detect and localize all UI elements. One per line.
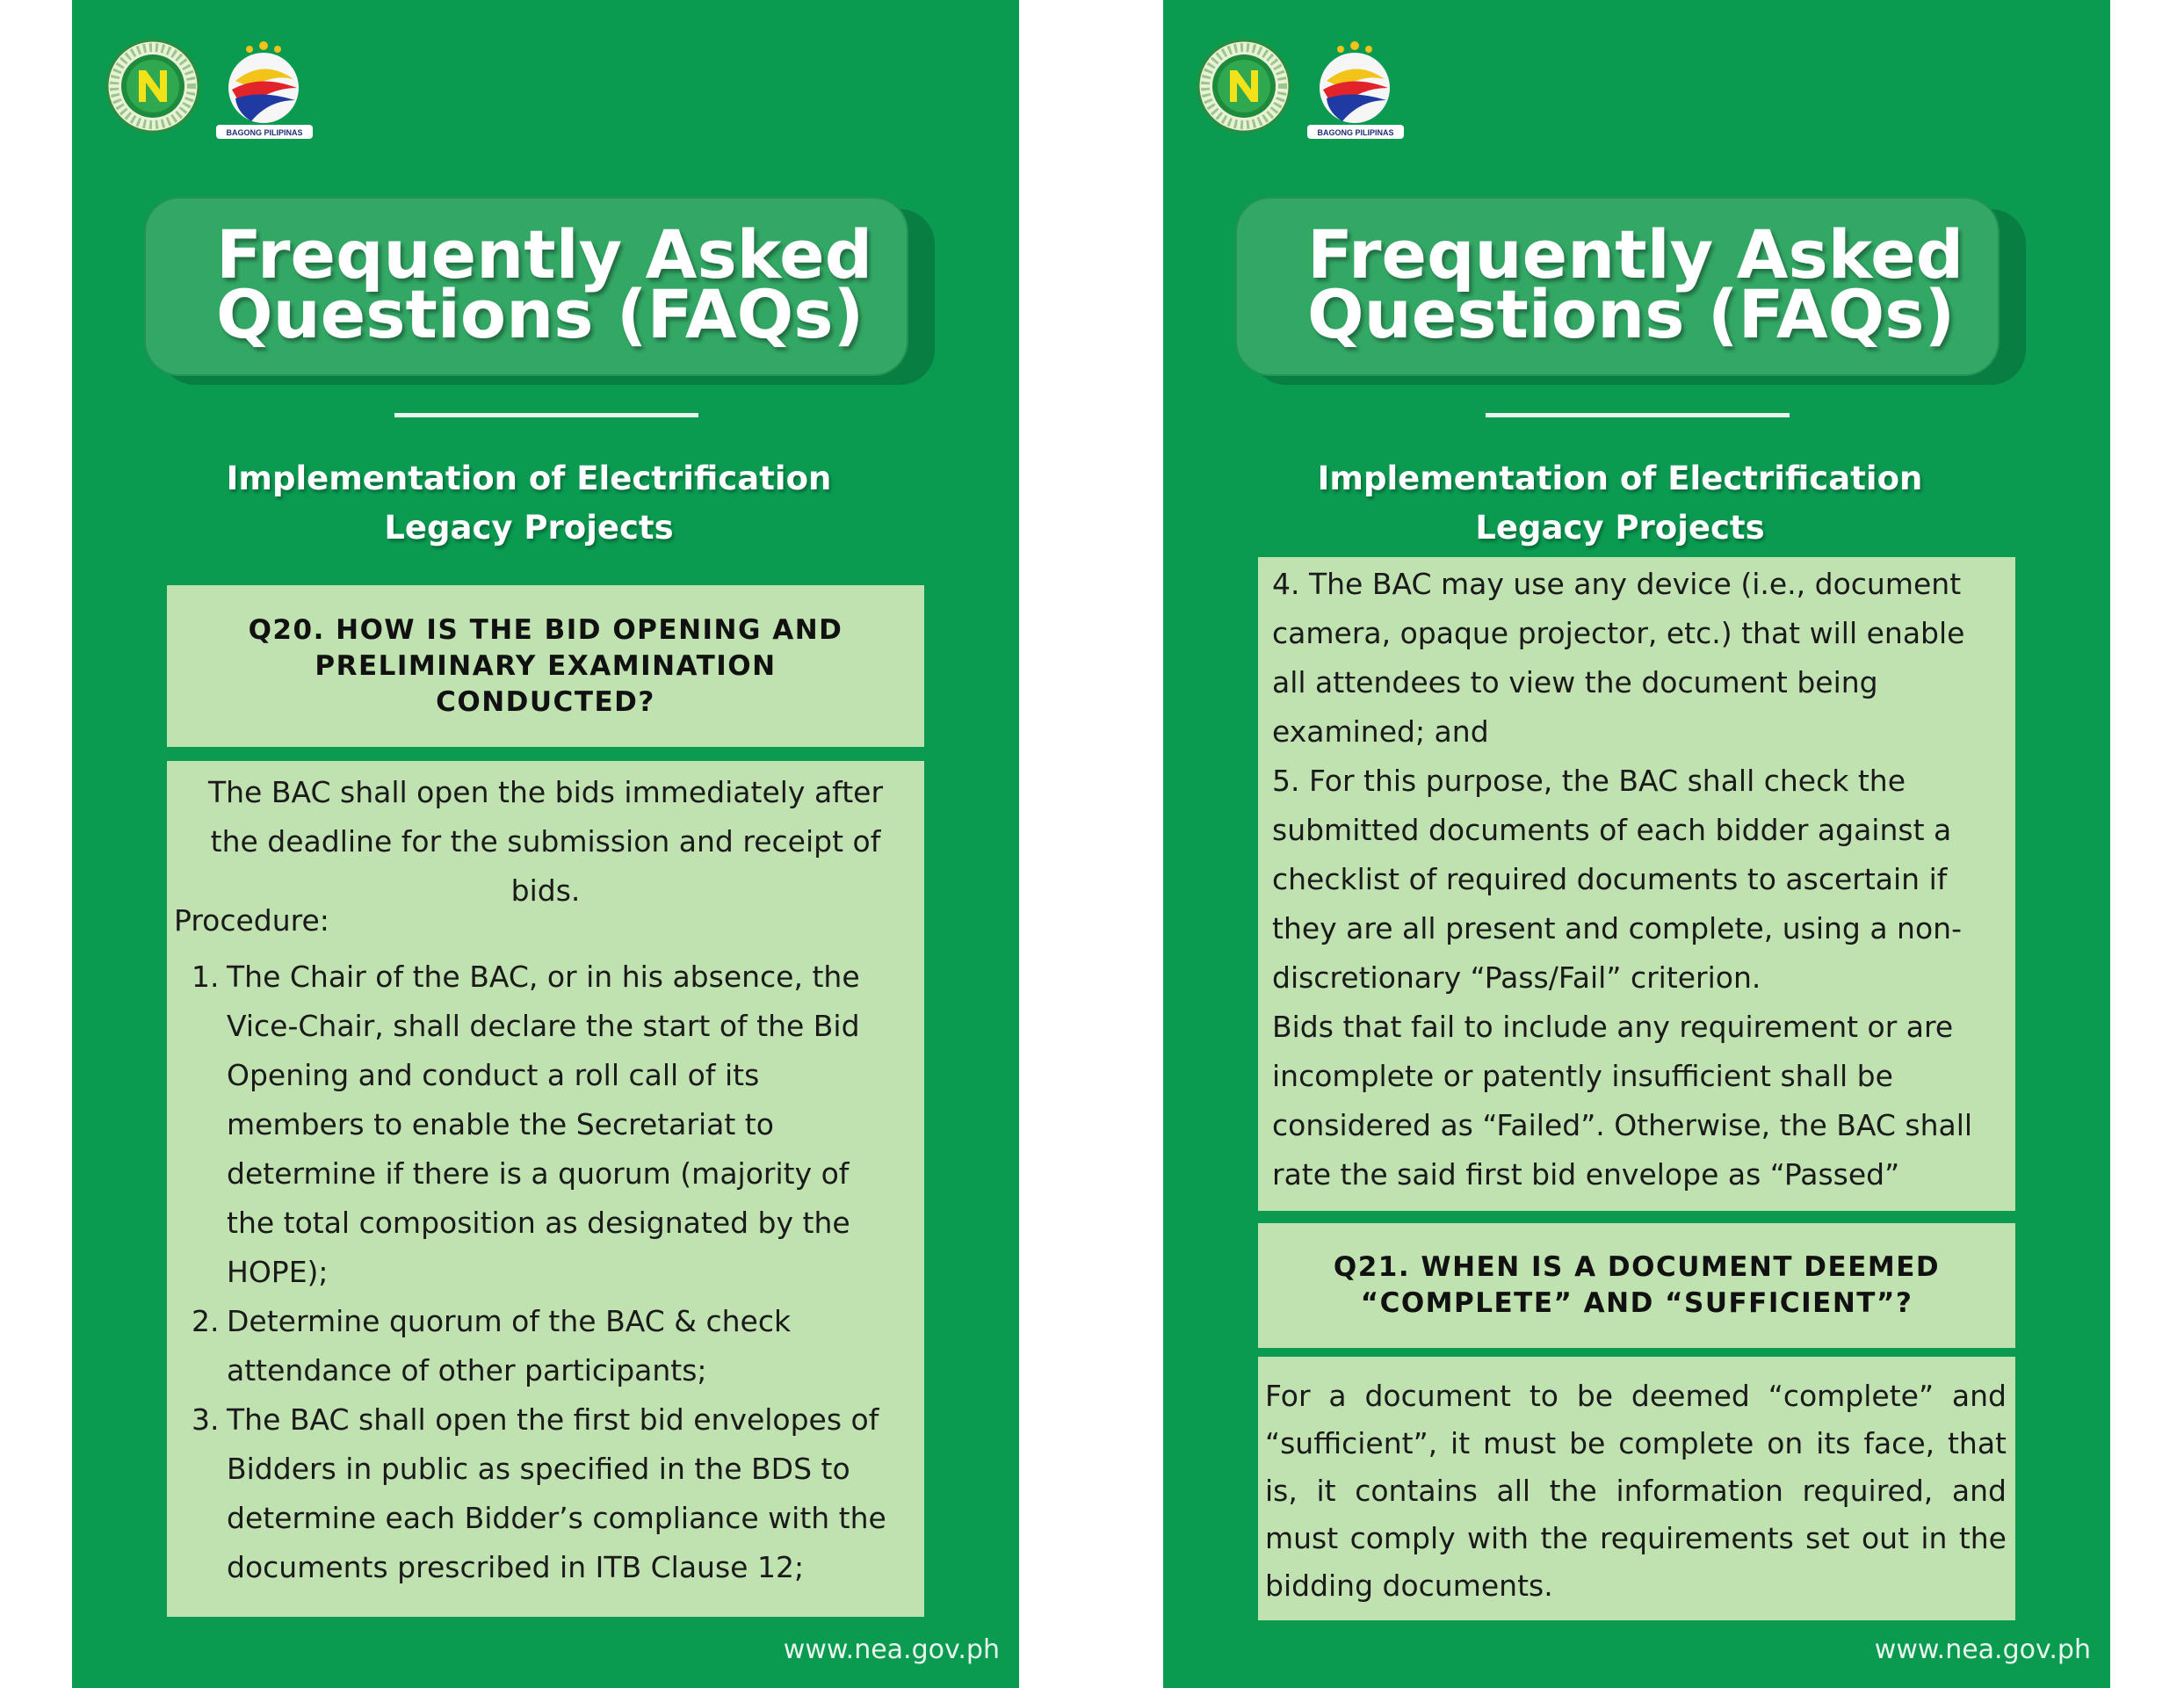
subtitle-line-1: Implementation of Electrification bbox=[1317, 460, 1923, 497]
answer-line: 5. For this purpose, the BAC shall check the bbox=[1272, 764, 1906, 798]
answer-box-q21 bbox=[1258, 1357, 2015, 1620]
step-line: determine each Bidder’s compliance with the bbox=[227, 1501, 886, 1535]
bagong-pilipinas-logo bbox=[1302, 35, 1409, 142]
bagong-pilipinas-label: BAGONG PILIPINAS bbox=[226, 128, 303, 137]
step-line: determine if there is a quorum (majority of bbox=[227, 1156, 850, 1191]
page-subtitle bbox=[160, 454, 898, 553]
step-line: members to enable the Secretariat to bbox=[227, 1107, 774, 1141]
answer-line: all attendees to view the document being bbox=[1272, 665, 1878, 699]
nea-logo-icon bbox=[1197, 39, 1291, 134]
continued-answer-text bbox=[1272, 560, 2010, 1199]
procedure-step bbox=[192, 1297, 912, 1395]
bagong-pilipinas-label: BAGONG PILIPINAS bbox=[1317, 128, 1394, 137]
question-line-1: Q21. WHEN IS A DOCUMENT DEEMED bbox=[1333, 1251, 1941, 1283]
step-number: 3. bbox=[192, 1402, 220, 1437]
question-line-2: “COMPLETE” AND “SUFFICIENT”? bbox=[1360, 1287, 1913, 1319]
answer-text: For a document to be deemed “complete” and “sufficient”, it must be complete on its face, that is, it contains all the information required, and must comply with the requirements set out in the bidding documents. bbox=[1265, 1379, 2007, 1603]
title-divider bbox=[394, 413, 698, 417]
step-number: 1. bbox=[192, 960, 220, 994]
title-box bbox=[144, 197, 908, 376]
step-line: The BAC shall open the first bid envelopes of bbox=[227, 1402, 879, 1437]
subtitle-line-2: Legacy Projects bbox=[384, 509, 674, 547]
answer-intro bbox=[186, 768, 905, 916]
answer-line: incomplete or patently insufficient shall be bbox=[1272, 1059, 1893, 1093]
nea-logo-icon bbox=[105, 39, 200, 134]
procedure-step bbox=[192, 953, 912, 1297]
procedure-list bbox=[192, 953, 912, 1592]
logo-group bbox=[1197, 35, 1425, 142]
faq-page-left bbox=[72, 0, 1019, 1688]
answer-line: examined; and bbox=[1272, 714, 1489, 749]
website-footer: www.nea.gov.ph bbox=[1874, 1634, 2091, 1665]
procedure-label: Procedure: bbox=[174, 903, 329, 938]
question-box-q21 bbox=[1258, 1223, 2015, 1348]
title-line-1: Frequently Asked bbox=[216, 215, 873, 293]
title-box bbox=[1235, 197, 2000, 376]
answer-line: submitted documents of each bidder against a bbox=[1272, 813, 1952, 847]
title-line-2: Questions (FAQs) bbox=[1307, 275, 1956, 353]
answer-line: checklist of required documents to ascertain if bbox=[1272, 862, 1948, 896]
page-subtitle bbox=[1251, 454, 1989, 553]
step-number: 2. bbox=[192, 1304, 220, 1338]
title-line-1: Frequently Asked bbox=[1307, 215, 1964, 293]
answer-line: rate the said first bid envelope as “Passed” bbox=[1272, 1157, 1900, 1192]
step-line: attendance of other participants; bbox=[227, 1353, 707, 1387]
question-line-3: CONDUCTED? bbox=[436, 685, 655, 718]
logo-group bbox=[105, 35, 334, 142]
answer-box-q20-continued bbox=[1258, 557, 2015, 1211]
question-line-1: Q20. HOW IS THE BID OPENING AND bbox=[248, 613, 843, 646]
answer-line: considered as “Failed”. Otherwise, the BAC shall bbox=[1272, 1108, 1973, 1142]
step-line: Opening and conduct a roll call of its bbox=[227, 1058, 760, 1092]
question-text bbox=[249, 612, 843, 721]
answer-line: they are all present and complete, using a non- bbox=[1272, 911, 1962, 945]
answer-line: camera, opaque projector, etc.) that will enable bbox=[1272, 616, 1965, 650]
page-title bbox=[1307, 215, 1980, 353]
question-box-q20 bbox=[167, 585, 924, 747]
title-divider bbox=[1486, 413, 1790, 417]
title-line-2: Questions (FAQs) bbox=[216, 275, 864, 353]
intro-line-2: the deadline for the submission and receipt of bbox=[210, 824, 881, 858]
step-line: Vice-Chair, shall declare the start of the Bid bbox=[227, 1009, 860, 1043]
step-line: documents prescribed in ITB Clause 12; bbox=[227, 1550, 805, 1584]
intro-line-1: The BAC shall open the bids immediately after bbox=[207, 775, 884, 809]
intro-line-3: bids. bbox=[510, 873, 581, 908]
website-footer: www.nea.gov.ph bbox=[783, 1634, 1000, 1665]
subtitle-line-1: Implementation of Electrification bbox=[226, 460, 832, 497]
procedure-step bbox=[192, 1395, 912, 1592]
answer-line: 4. The BAC may use any device (i.e., document bbox=[1272, 567, 1962, 601]
step-line: Determine quorum of the BAC & check bbox=[227, 1304, 792, 1338]
step-line: HOPE); bbox=[227, 1255, 329, 1289]
answer-line: Bids that fail to include any requirement or are bbox=[1272, 1010, 1954, 1044]
answer-line: discretionary “Pass/Fail” criterion. bbox=[1272, 960, 1761, 995]
step-line: Bidders in public as specified in the BDS to bbox=[227, 1452, 850, 1486]
page-title bbox=[216, 215, 889, 353]
faq-page-right bbox=[1163, 0, 2110, 1688]
step-line: the total composition as designated by the bbox=[227, 1206, 850, 1240]
question-text bbox=[1334, 1250, 1940, 1322]
answer-box-q20 bbox=[167, 761, 924, 1617]
subtitle-line-2: Legacy Projects bbox=[1475, 509, 1765, 547]
step-line: The Chair of the BAC, or in his absence, the bbox=[227, 960, 860, 994]
question-line-2: PRELIMINARY EXAMINATION bbox=[315, 649, 777, 682]
bagong-pilipinas-logo bbox=[211, 35, 318, 142]
